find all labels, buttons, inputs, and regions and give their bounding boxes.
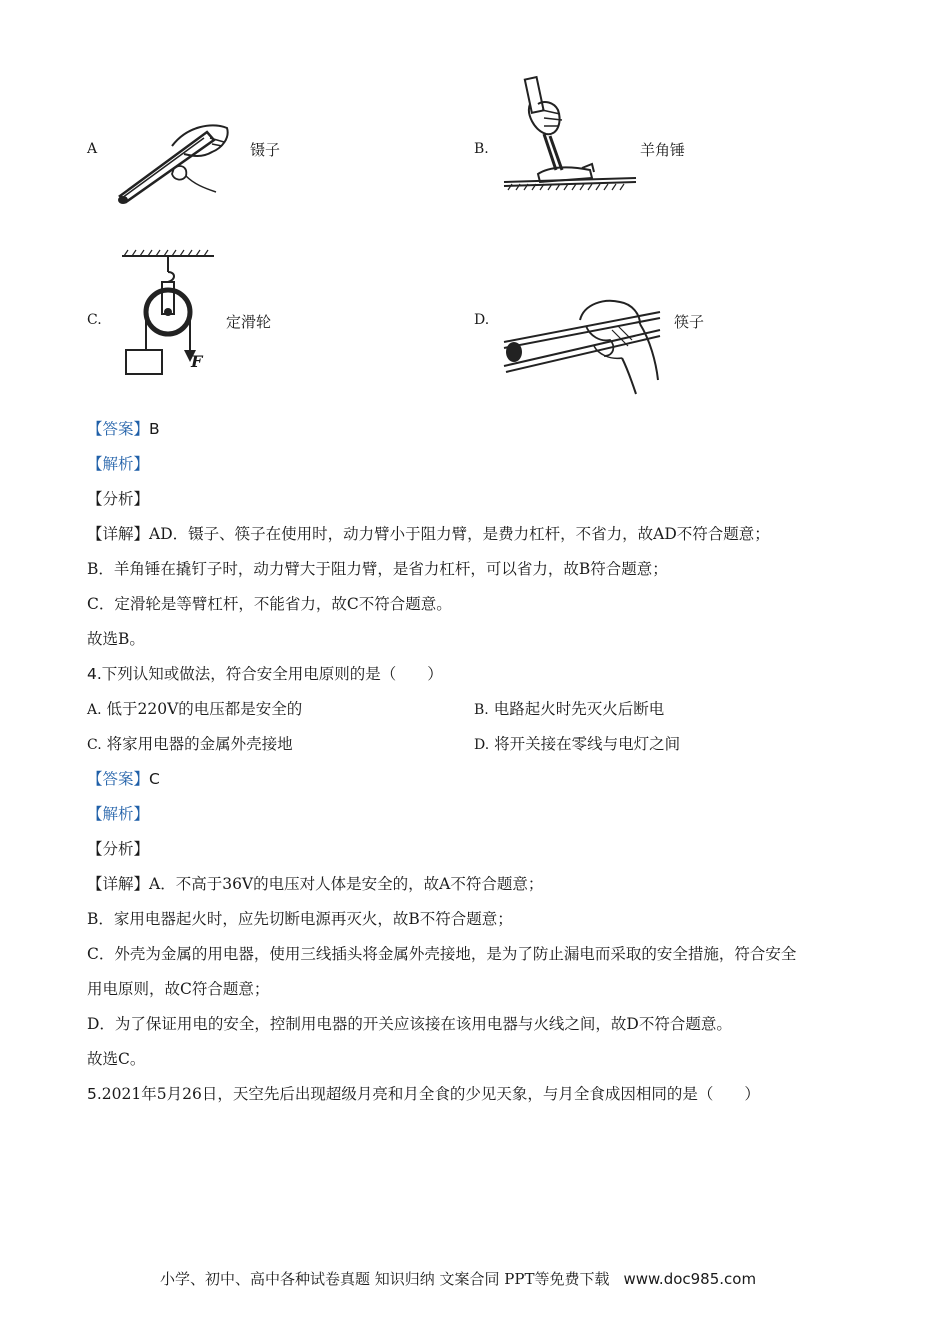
option-text: 将开关接在零线与电灯之间 [494, 735, 681, 753]
tweezers-icon [112, 118, 237, 210]
force-label: F [191, 352, 203, 371]
option-c-letter: C. [87, 312, 102, 328]
option-text: 低于220V的电压都是安全的 [106, 700, 303, 718]
q4-option-b [474, 698, 664, 721]
claw-hammer-icon [500, 74, 640, 200]
q3-detail-line-3: C．定滑轮是等臂杠杆，不能省力，故C不符合题意。 [87, 595, 452, 613]
q4-conclusion: 故选C。 [87, 1050, 146, 1068]
page-footer [160, 1268, 756, 1289]
answer-value: B [149, 420, 160, 438]
question-stem: 下列认知或做法，符合安全用电原则的是（ ） [101, 665, 443, 683]
q4-fenxi-tag: 【分析】 [87, 840, 150, 858]
option-d-letter: D. [474, 312, 490, 328]
q4-stem [87, 663, 443, 685]
question-number: 4. [87, 665, 102, 683]
option-text: 电路起火时先灭火后断电 [493, 700, 665, 718]
option-c-label: 定滑轮 [226, 313, 272, 331]
detail-text: AD．镊子、筷子在使用时，动力臂小于阻力臂，是费力杠杆，不省力，故AD不符合题意； [149, 525, 770, 543]
option-letter: D. [474, 737, 490, 753]
q4-detail-line-5: D．为了保证用电的安全，控制用电器的开关应该接在该用电器与火线之间，故D不符合题意。 [87, 1015, 732, 1033]
q4-detail-line-2: B．家用电器起火时，应先切断电源再灭火，故B不符合题意； [87, 910, 513, 928]
option-d-label: 筷子 [674, 313, 705, 331]
option-letter: C. [87, 737, 102, 753]
q3-answer [87, 418, 160, 440]
option-a-label: 镊子 [250, 141, 281, 159]
option-b-letter: B. [474, 141, 489, 157]
q4-answer [87, 768, 160, 790]
q4-analysis-tag: 【解析】 [87, 805, 150, 823]
q4-option-d [474, 733, 680, 756]
detail-text: A．不高于36V的电压对人体是安全的，故A不符合题意； [149, 875, 544, 893]
option-letter: A. [87, 702, 102, 718]
q3-fenxi-tag: 【分析】 [87, 490, 150, 508]
q3-analysis-tag: 【解析】 [87, 455, 150, 473]
question-stem: 2021年5月26日，天空先后出现超级月亮和月全食的少见天象，与月全食成因相同的是（ ） [101, 1085, 760, 1103]
q5-stem [87, 1083, 760, 1105]
q3-detail-line-2: B．羊角锤在撬钉子时，动力臂大于阻力臂，是省力杠杆，可以省力，故B符合题意； [87, 560, 668, 578]
q4-option-a [87, 698, 302, 721]
option-a-letter: A [87, 141, 98, 157]
question-number: 5. [87, 1085, 102, 1103]
footer-text: 小学、初中、高中各种试卷真题 知识归纳 文案合同 PPT等免费下载 [160, 1270, 610, 1288]
option-b-label: 羊角锤 [640, 141, 686, 159]
fixed-pulley-icon [118, 246, 218, 376]
footer-url[interactable]: www.doc985.com [623, 1270, 757, 1288]
q4-option-c [87, 733, 293, 756]
q4-detail-line-4: 用电原则，故C符合题意； [87, 980, 270, 998]
detail-tag: 【详解】 [87, 525, 150, 543]
q3-detail-line-1 [87, 523, 770, 545]
answer-value: C [149, 770, 160, 788]
option-text: 将家用电器的金属外壳接地 [106, 735, 293, 753]
q4-detail-line-1 [87, 873, 543, 895]
chopsticks-icon [500, 290, 665, 398]
q3-conclusion: 故选B。 [87, 630, 145, 648]
answer-tag: 【答案】 [87, 420, 150, 438]
q4-detail-line-3: C．外壳为金属的用电器，使用三线插头将金属外壳接地，是为了防止漏电而采取的安全措施，符合安全 [87, 945, 797, 963]
answer-tag: 【答案】 [87, 770, 150, 788]
option-letter: B. [474, 702, 489, 718]
detail-tag: 【详解】 [87, 875, 150, 893]
